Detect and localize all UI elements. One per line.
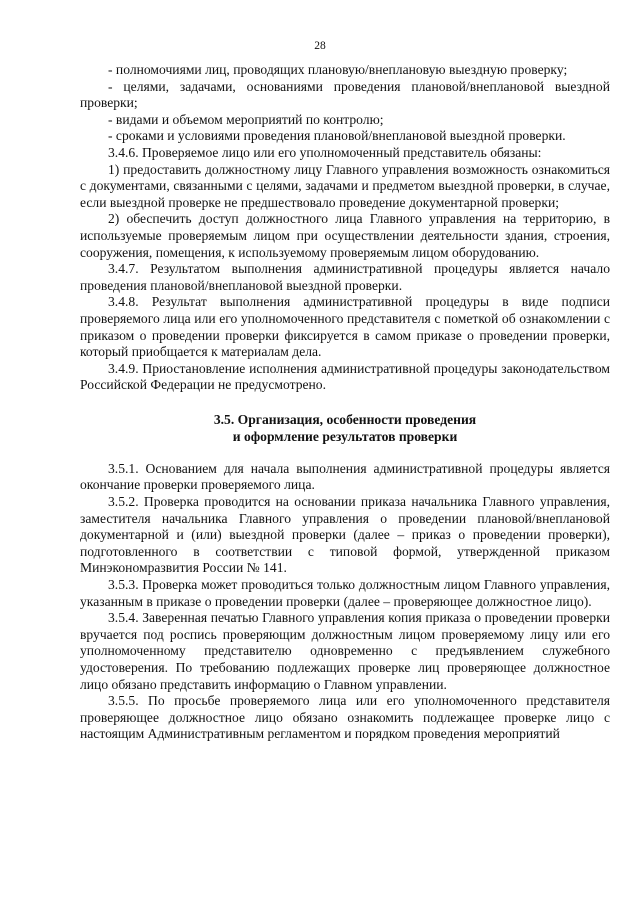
paragraph-3-4-8: 3.4.8. Результат выполнения административной процедуры в виде подписи проверяемого лица или его уполномоченного представителя с пометкой об ознакомлении с приказом о проведении проверки фиксируется в самом приказе о проведении проверки, который приобщается к материалам дела.: [80, 294, 610, 360]
paragraph-authority-list-item: - полномочиями лиц, проводящих плановую/внеплановую выездную проверку;: [108, 62, 568, 77]
paragraph-measures-list-item: - видами и объемом мероприятий по контролю;: [108, 111, 384, 127]
paragraph-3-5-2: 3.5.2. Проверка проводится на основании приказа начальника Главного управления, заместителя начальника Главного управления о проведении плановой/внеплановой документарной и (или) выездной проверки (далее – приказ о проведении проверки), подготовленного в соответствии с типовой формой, утвержденной приказом Минэкономразвития России № 141.: [80, 494, 610, 576]
page-number: 28: [314, 40, 326, 52]
section-heading: [80, 411, 610, 445]
paragraph-goals-list-item: - целями, задачами, основаниями проведения плановой/внеплановой выездной проверки;: [80, 78, 610, 111]
paragraph-3-5-1: 3.5.1. Основанием для начала выполнения административной процедуры является окончание проверки проверяемого лица.: [80, 460, 610, 493]
paragraph-obligation-1: 1) предоставить должностному лицу Главного управления возможность ознакомиться с документами, связанными с целями, задачами и предметом выездной проверки, в случае, если выездной проверке не предшествовало проведение документарной проверки;: [80, 161, 610, 210]
paragraph-3-5-3: 3.5.3. Проверка может проводиться только должностным лицом Главного управления, указанным в приказе о проведении проверки (далее – проверяющее должностное лицо).: [80, 577, 610, 609]
section-heading-line-1: 3.5. Организация, особенности проведения: [213, 411, 477, 427]
document-body: [80, 62, 610, 743]
paragraph-obligation-2: 2) обеспечить доступ должностного лица Главного управления на территорию, в используемые проверяемым лицом при осуществлении деятельности здания, строения, сооружения, помещения, к используемому проверяемым лицом оборудованию.: [80, 211, 610, 260]
paragraph-3-5-4: 3.5.4. Заверенная печатью Главного управления копия приказа о проведении проверки вручается под роспись проверяющим должностным лицом проверяемому лицу или его уполномоченному представителю одновременно с предъявлением служебного удостоверения. По требованию подлежащих проверке лиц проверяющее должностное лицо обязано представить информацию о Главном управлении.: [80, 610, 610, 692]
paragraph-3-4-6: 3.4.6. Проверяемое лицо или его уполномоченный представитель обязаны:: [108, 144, 542, 160]
section-heading-line-2: и оформление результатов проверки: [232, 428, 458, 444]
paragraph-3-4-9: 3.4.9. Приостановление исполнения административной процедуры законодательством Российской Федерации не предусмотрено.: [80, 360, 610, 393]
paragraph-3-4-7: 3.4.7. Результатом выполнения административной процедуры является начало проведения плановой/внеплановой выездной проверки.: [80, 261, 610, 293]
paragraph-3-5-5: 3.5.5. По просьбе проверяемого лица или его уполномоченного представителя проверяющее должностное лицо обязано ознакомить подлежащее проверке лицо с настоящим Административным регламентом и порядком проведения мероприятий: [80, 693, 610, 742]
paragraph-terms-list-item: - сроками и условиями проведения плановой/внеплановой выездной проверки.: [108, 128, 566, 144]
